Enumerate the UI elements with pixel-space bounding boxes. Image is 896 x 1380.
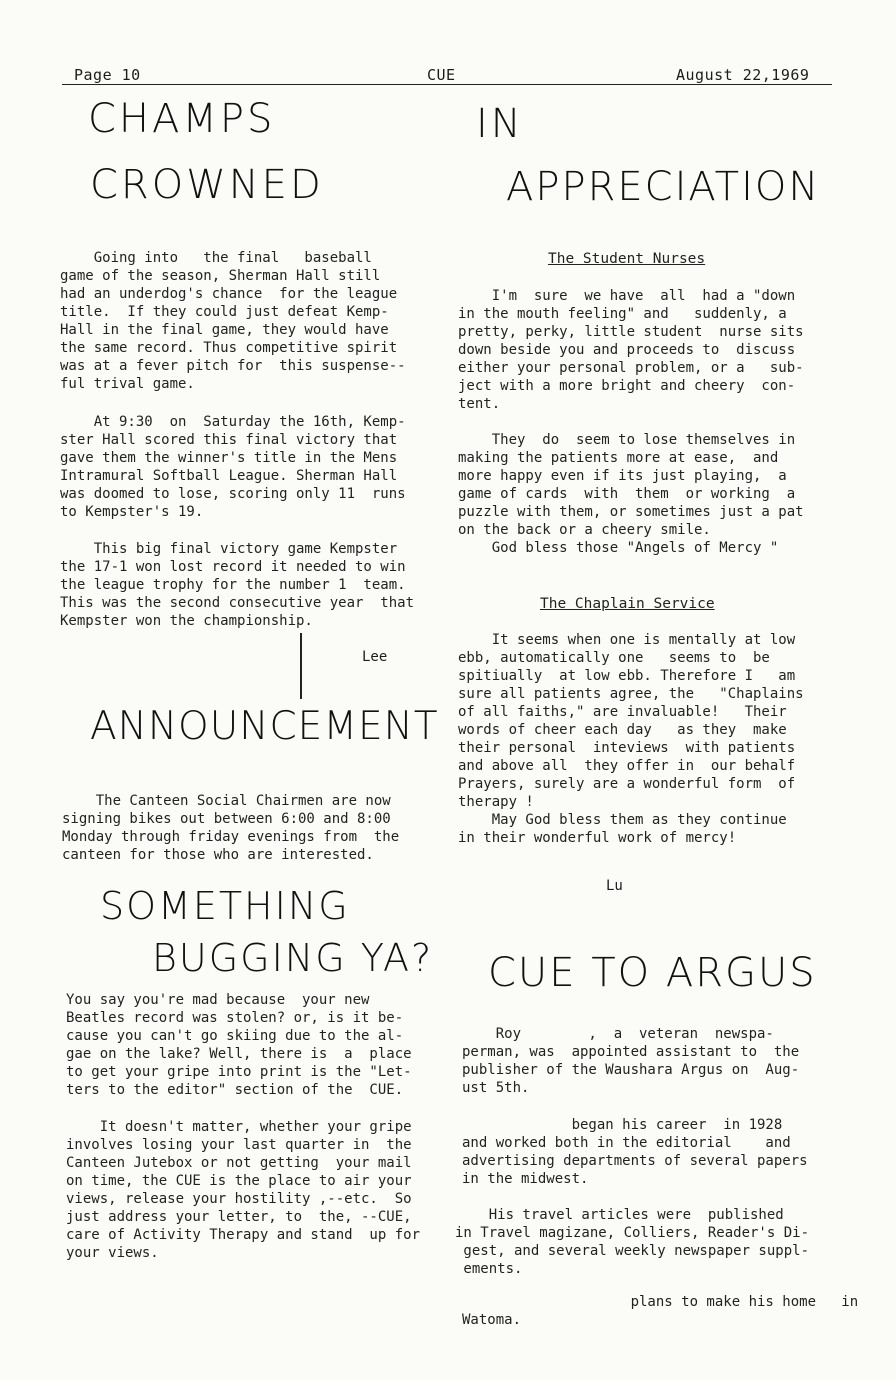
argus-paragraph-2: began his career in 1928 and worked both in the editorial and advertising departments of several papers in the midwest. (462, 1117, 808, 1187)
student-nurses-paragraph-1: I'm sure we have all had a "down in the mouth feeling" and suddenly, a pretty, perky, little student nurse sits down beside you and proceeds to discuss either your personal problem, or a sub- ject with a more bright and cheery con- tent. (458, 288, 804, 412)
argus-title: CUE TO ARGUS (488, 950, 817, 996)
champs-paragraph-1: Going into the final baseball game of the season, Sherman Hall still had an underdog's chance for the league title. If they could just defeat Kemp- Hall in the final game, they would have the same record. Thus competitive spirit was at a fever pitch for this suspense-- ful trival game. (60, 250, 406, 392)
student-nurses-paragraph-2: They do seem to lose themselves in making the patients more at ease, and more happy even if its just playing, a game of cards with them or working a puzzle with them, or sometimes just a pat on the back or a cheery smile. God bless those "Angels of Mercy " (458, 432, 804, 556)
bugging-title-line1: SOMETHING (100, 884, 350, 928)
champs-signature: Lee (362, 649, 388, 665)
bugging-paragraph-1: You say you're mad because your new Beatles record was stolen? or, is it be- cause you can't go skiing due to the al- gae on the lake? Well, there is a place to get your gripe into print is the "Let- ters to the editor" section of the CUE. (66, 992, 412, 1098)
bugging-title-line2: BUGGING YA? (152, 936, 434, 980)
argus-paragraph-3: His travel articles were published in Travel magizane, Colliers, Reader's Di- gest, and several weekly newspaper suppl- ements. (455, 1207, 810, 1277)
champs-paragraph-2: At 9:30 on Saturday the 16th, Kemp- ster Hall scored this final victory that gave them the winner's title in the Mens Intramural Softball League. Sherman Hall was doomed to lose, scoring only 11 runs to Kempster's 19. (60, 414, 406, 520)
page-number: Page 10 (74, 66, 141, 84)
announcement-paragraph: The Canteen Social Chairmen are now signing bikes out between 6:00 and 8:00 Monday through friday evenings from the canteen for those who are interested. (62, 793, 400, 863)
appreciation-title-line1: IN (476, 101, 524, 147)
bugging-paragraph-2: It doesn't matter, whether your gripe involves losing your last quarter in the Canteen Jutebox or not getting your mail on time, the CUE is the place to air your views, release your hostility ,--etc. So just address your letter, to the, --CUE, care of Activity Therapy and stand up for your views. (66, 1119, 421, 1261)
champs-title-line1: CHAMPS (88, 96, 276, 142)
header-rule (62, 84, 832, 85)
announcement-title: ANNOUNCEMENT (90, 704, 439, 749)
paper-name: CUE (427, 66, 456, 84)
argus-paragraph-4: plans to make his home in Watoma. (462, 1294, 859, 1328)
issue-date: August 22,1969 (676, 66, 810, 84)
chaplain-service-heading: The Chaplain Service (540, 596, 715, 612)
student-nurses-heading: The Student Nurses (548, 251, 706, 267)
vertical-rule (300, 633, 302, 699)
appreciation-title-line2: APPRECIATION (506, 164, 821, 210)
appreciation-signature: Lu (606, 878, 623, 894)
argus-paragraph-1: Roy , a veteran newspa- perman, was appointed assistant to the publisher of the Waushara Argus on Aug- ust 5th. (462, 1026, 800, 1096)
chaplain-service-paragraph: It seems when one is mentally at low ebb, automatically one seems to be spitiually at low ebb. Therefore I am sure all patients agree, the "Chaplains of all faiths," are invaluable! Their words of cheer each day as they make their personal inteviews with patients and above all they offer in our behalf Prayers, surely are a wonderful form of therapy ! May God bless them as they continue in their wonderful work of mercy! (458, 632, 804, 846)
champs-title-line2: CROWNED (90, 162, 324, 208)
champs-paragraph-3: This big final victory game Kempster the 17-1 won lost record it needed to win the league trophy for the number 1 team. This was the second consecutive year that Kempster won the championship. (60, 541, 415, 629)
